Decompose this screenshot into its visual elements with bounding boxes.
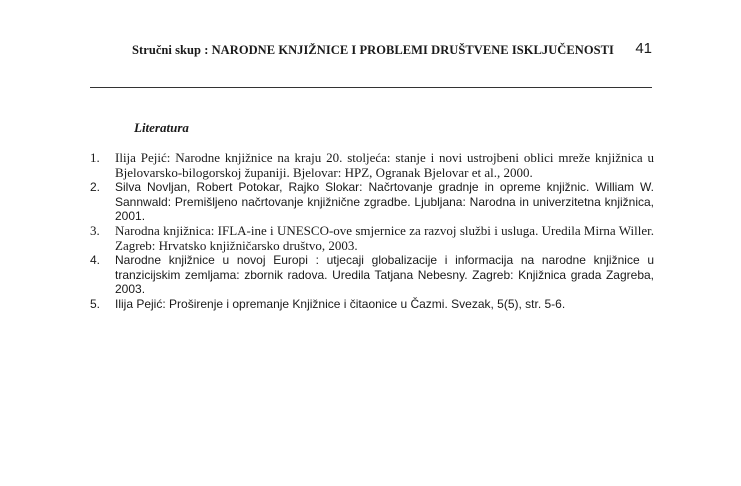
header-divider <box>90 87 652 88</box>
reference-number: 1. <box>90 150 100 165</box>
page-header <box>90 40 652 62</box>
reference-item <box>90 180 654 224</box>
reference-text: Ilija Pejić: Proširenje i opremanje Knjižnice i čitaonice u Čazmi. Svezak, 5(5), str. 5-6. <box>115 296 566 311</box>
reference-text: Ilija Pejić: Narodne knjižnice na kraju 20. stoljeća: stanje i novi ustrojbeni oblici mreže knjižnica u Bjelovarsko-bilogorskoj županiji. Bjelovar: HPZ, Ogranak Bjelovar et al., 2000. <box>115 150 654 180</box>
reference-item <box>90 151 654 180</box>
reference-text: Narodna knjižnica: IFLA-ine i UNESCO-ove smjernice za razvoj službi i usluga. Uredila Mirna Willer. Zagreb: Hrvatsko knjižničarsko društvo, 2003. <box>115 222 654 253</box>
reference-item <box>90 297 654 312</box>
reference-number: 2. <box>90 180 101 195</box>
reference-item <box>90 253 654 297</box>
reference-number: 4. <box>90 253 101 268</box>
section-heading: Literatura <box>134 120 189 135</box>
reference-text: Narodne knjižnice u novoj Europi : utjecaji globalizacije i informacija na narodne knjižnice u tranzicijskim zemljama: zbornik radova. Uredila Tatjana Nebesny. Zagreb: Knjižnica grada Zagreba, 2003. <box>115 253 654 297</box>
page-number: 41 <box>635 40 652 57</box>
header-title: Stručni skup : NARODNE KNJIŽNICE I PROBLEMI DRUŠTVENE ISKLJUČENOSTI <box>132 43 614 57</box>
reference-text: Silva Novljan, Robert Potokar, Rajko Slokar: Načrtovanje gradnje in opreme knjižnic. William W. Sannwald: Premišljeno načrtovanje knjižnične zgradbe. Ljubljana: Narodna in univerzitetna knjižnica, 2001. <box>115 180 654 224</box>
reference-item <box>90 224 654 253</box>
reference-list <box>90 151 654 312</box>
reference-number: 3. <box>90 222 100 238</box>
reference-number: 5. <box>90 296 101 311</box>
